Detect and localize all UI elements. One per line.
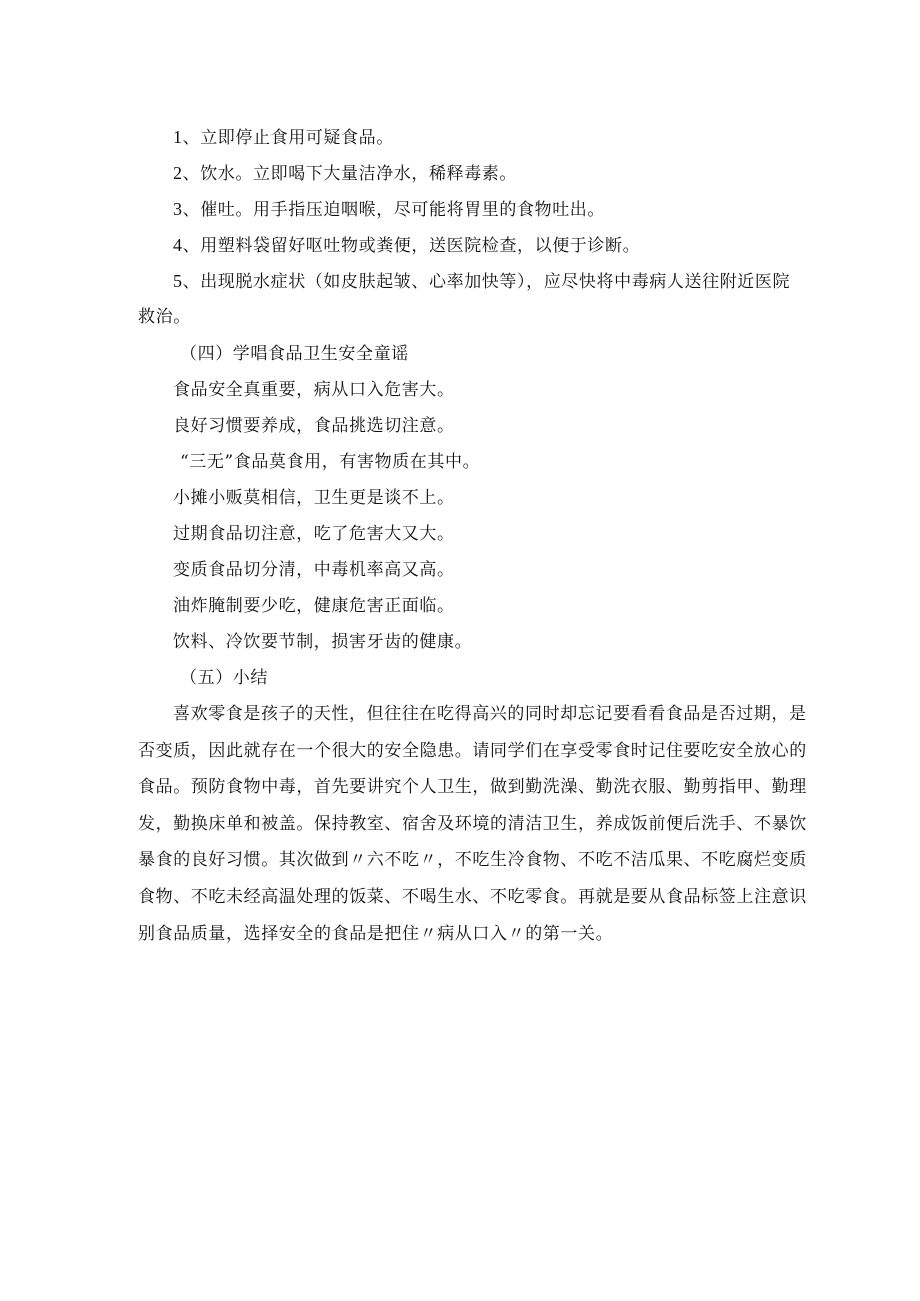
- step-text: 、催吐。用手指压迫咽喉，尽可能将胃里的食物吐出。: [182, 200, 606, 220]
- summary-line: 别食品质量，选择安全的食品是把住〃病从口入〃的第一关。: [138, 923, 614, 944]
- verse-line: 过期食品切注意，吃了危害大又大。: [173, 524, 455, 544]
- summary-line: 食品。预防食物中毒，首先要讲究个人卫生，做到勤洗澡、勤洗衣服、勤剪指甲、勤理: [138, 777, 807, 798]
- step-number: 4: [173, 235, 183, 255]
- step-text: 、用塑料袋留好呕吐物或粪便，送医院检查，以便于诊断。: [182, 236, 641, 256]
- step-text: 、立即停止食用可疑食品。: [182, 128, 394, 148]
- step-number: 2: [173, 163, 183, 183]
- summary-paragraph: [138, 696, 807, 952]
- verse-line: 变质食品切分清，中毒机率高又高。: [173, 560, 455, 580]
- step-number: 5: [173, 271, 183, 291]
- step-2: [173, 162, 517, 185]
- step-number: 3: [173, 199, 183, 219]
- verse-line: 食品安全真重要，病从口入危害大。: [173, 380, 455, 400]
- summary-line: 食物、不吃未经高温处理的饭菜、不喝生水、不吃零食。再就是要从食品标签上注意识: [138, 886, 807, 907]
- step-1: [173, 126, 394, 149]
- step-number: 1: [173, 127, 183, 147]
- verse-line: 良好习惯要养成，食品挑选切注意。: [173, 416, 455, 436]
- step-5-continuation: 救治。: [138, 307, 191, 327]
- step-4: [173, 234, 640, 257]
- verse-line: 小摊小贩莫相信，卫生更是谈不上。: [173, 488, 455, 508]
- section-4-heading: （四）学唱食品卫生安全童谣: [180, 344, 409, 364]
- summary-line: 否变质，因此就存在一个很大的安全隐患。请同学们在享受零食时记住要吃安全放心的: [138, 740, 807, 761]
- summary-line: 发，勤换床单和被盖。保持教室、宿舍及环境的清洁卫生，养成饭前便后洗手、不暴饮: [138, 813, 807, 834]
- step-3: [173, 198, 605, 221]
- verse-line: 饮料、冷饮要节制，损害牙齿的健康。: [173, 632, 473, 652]
- summary-line: 暴食的良好习惯。其次做到〃六不吃〃，不吃生冷食物、不吃不洁瓜果、不吃腐烂变质: [138, 850, 807, 871]
- step-text: 、出现脱水症状（如皮肤起皱、心率加快等），应尽快将中毒病人送往附近医院: [182, 272, 791, 292]
- verse-line: 油炸腌制要少吃，健康危害正面临。: [173, 596, 455, 616]
- summary-line: 喜欢零食是孩子的天性，但往往在吃得高兴的同时却忘记要看看食品是否过期，是: [173, 704, 807, 724]
- verse-line: “三无”食品莫食用，有害物质在其中。: [180, 452, 481, 472]
- step-text: 、饮水。立即喝下大量洁净水，稀释毒素。: [182, 164, 518, 184]
- step-5: [173, 270, 790, 293]
- section-5-heading: （五）小结: [180, 668, 268, 688]
